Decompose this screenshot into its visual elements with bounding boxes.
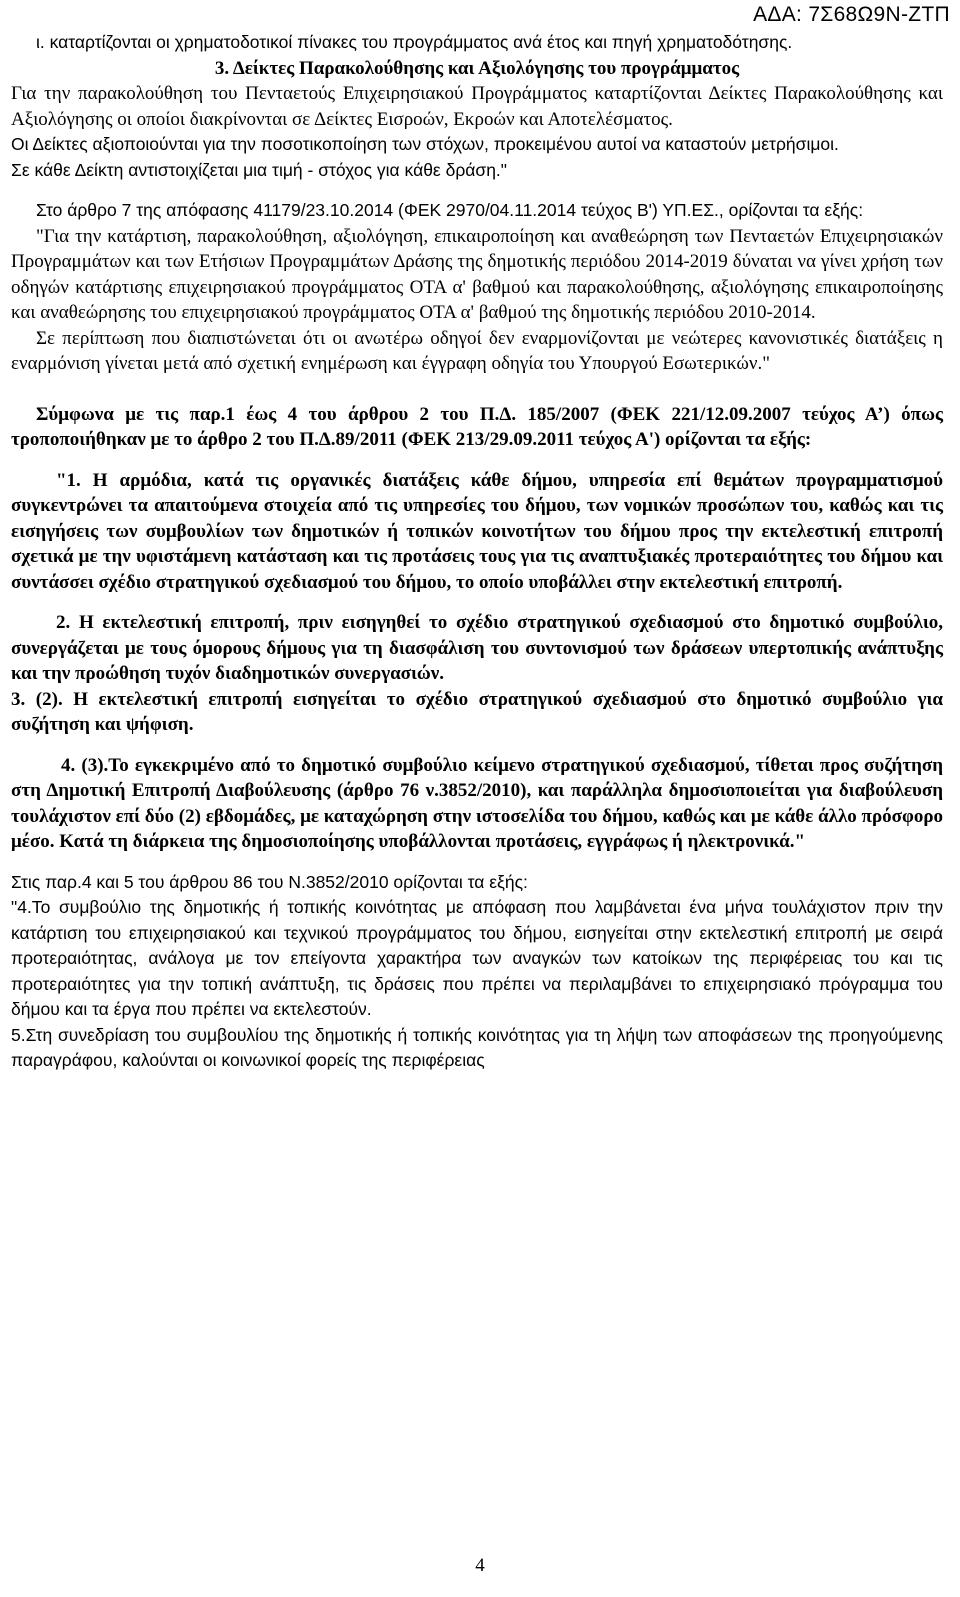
paragraph-item-2: 2. Η εκτελεστική επιτροπή, πριν εισηγηθεί το σχέδιο στρατηγικού σχεδιασμού στο δημοτικό συμβούλιο, συνεργάζεται με τους όμορους δήμους για τη διασφάλιση του συντονισμού των δράσεων υπερτοπικής ανάπτυξης και την προώθηση τυχόν διαδημοτικών συνεργασιών. [11,612,943,684]
paragraph-target-value: Σε κάθε Δείκτη αντιστοιχίζεται μια τιμή - στόχος για κάθε δράση." [11,159,508,180]
paragraph-article-86-5: 5.Στη συνεδρίαση του συμβουλίου της δημοτικής ή τοπικής κοινότητας για τη λήψη των αποφάσεων της προηγούμενης παραγράφου, καλούνται οι κοινωνικοί φορείς της περιφέρειας [11,1024,943,1070]
paragraph-article-7: Στο άρθρο 7 της απόφασης 41179/23.10.2014 (ΦΕΚ 2970/04.11.2014 τεύχος Β') ΥΠ.ΕΣ., ορίζονται τα εξής: [36,200,864,220]
section-number: 3. [214,57,233,79]
paragraph-indicators-use: Οι Δείκτες αξιοποιούνται για την ποσοτικοποίηση των στόχων, προκειμένου αυτοί να καταστούν μετρήσιμοι. [11,134,839,154]
page-number: 4 [475,1555,485,1576]
paragraph-item-4: 4. (3).Το εγκεκριμένο από το δημοτικό συμβούλιο κείμενο στρατηγικού σχεδιασμού, τίθεται προς συζήτηση στη Δημοτική Επιτροπή Διαβούλευσης (άρθρο 76 ν.3852/2010), και παράλληλα δημοσιοποιείται για διαβούλευση τουλάχιστον επί δύο (2) εβδομάδες, με καταχώρηση στην ιστοσελίδα του δήμου, καθώς και με κάθε άλλο πρόσφορο μέσο. Κατά τη διάρκεια της δημοσιοποίησης υποβάλλονται προτάσεις, εγγράφως ή ηλεκτρονικά." [11,754,943,852]
paragraph-quote-2: Σε περίπτωση που διαπιστώνεται ότι οι ανωτέρω οδηγοί δεν εναρμονίζονται με νεώτερες κανονιστικές διατάξεις η εναρμόνιση γίνεται μετά από σχετική ενημέρωση και έγγραφη οδηγία του Υπουργού Εσωτερικών." [11,327,943,374]
paragraph-article-86-4: "4.Το συμβούλιο της δημοτικής ή τοπικής κοινότητας με απόφαση που λαμβάνεται ένα μήνα τουλάχιστον πριν την κατάρτιση του επιχειρησιακού και τεχνικού προγράμματος του δήμου, εισηγείται στην εκτελεστική επιτροπή με σειρά προτεραιότητας, ανάλογα με τον επείγοντα χαρακτήρα των αναγκών των κατοίκων της περιφέρειας του και τις προτεραιότητες για την τοπική ανάπτυξη, τις δράσεις που πρέπει να περιλαμβάνει το επιχειρησιακό πρόγραμμα του δήμου και τα έργα που πρέπει να εκτελεστούν. [11,897,943,1019]
section-heading [11,56,943,82]
paragraph-item-3: 3. (2). Η εκτελεστική επιτροπή εισηγείται το σχέδιο στρατηγικού σχεδιασμού στο δημοτικό συμβούλιο για συζήτηση και ψήφιση. [11,688,943,735]
ada-code: ΑΔΑ: 7Σ68Ω9Ν-ΖΤΠ [753,3,950,26]
section-title: Δείκτες Παρακολούθησης και Αξιολόγησης του προγράμματος [232,57,740,79]
paragraph-1: ι. καταρτίζονται οι χρηματοδοτικοί πίνακες του προγράμματος ανά έτος και πηγή χρηματοδότησης. [36,32,793,52]
paragraph-indicators: Για την παρακολούθηση του Πενταετούς Επιχειρησιακού Προγράμματος καταρτίζονται Δείκτες Παρακολούθησης και Αξιολόγησης οι οποίοι διακρίνονται σε Δείκτες Εισροών, Εκροών και Αποτελέσματος. [11,83,943,130]
paragraph-item-1: "1. Η αρμόδια, κατά τις οργανικές διατάξεις κάθε δήμου, υπηρεσία επί θεμάτων προγραμματισμού συγκεντρώνει τα απαιτούμενα στοιχεία από τις υπηρεσίες του δήμου, των νομικών προσώπων του, καθώς και τις εισηγήσεις των συμβουλίων των δημοτικών ή τοπικών κοινοτήτων του δήμου προς την εκτελεστική επιτροπή σχετικά με την υφιστάμενη κατάσταση και τις προτάσεις τους για τις αναπτυξιακές προτεραιότητες του δήμου και συντάσσει σχέδιο στρατηγικού σχεδιασμού του δήμου, το οποίο υποβάλλει στην εκτελεστική επιτροπή. [11,469,943,593]
document-body [11,30,943,1074]
paragraph-pd-185: Σύμφωνα με τις παρ.1 έως 4 του άρθρου 2 του Π.Δ. 185/2007 (ΦΕΚ 221/12.09.2007 τεύχος Α’) όπως τροποποιήθηκαν με το άρθρο 2 του Π.Δ.89/2011 (ΦΕΚ 213/29.09.2011 τεύχος Α') ορίζονται τα εξής: [11,403,943,450]
paragraph-quote-1: "Για την κατάρτιση, παρακολούθηση, αξιολόγηση, επικαιροποίηση και αναθεώρηση των Πενταετών Επιχειρησιακών Προγραμμάτων και των Ετήσιων Προγραμμάτων Δράσης της δημοτικής περιόδου 2014-2019 δύναται να γίνει χρήση των οδηγών κατάρτισης επιχειρησιακού προγράμματος ΟΤΑ α' βαθμού και παρακολούθησης, αξιολόγησης επικαιροποίησης και αναθεώρησης του επιχειρησιακού προγράμματος ΟΤΑ α' βαθμού της δημοτικής περιόδου 2010-2014. [11,225,943,323]
paragraph-article-86: Στις παρ.4 και 5 του άρθρου 86 του Ν.3852/2010 ορίζονται τα εξής: [11,871,528,892]
